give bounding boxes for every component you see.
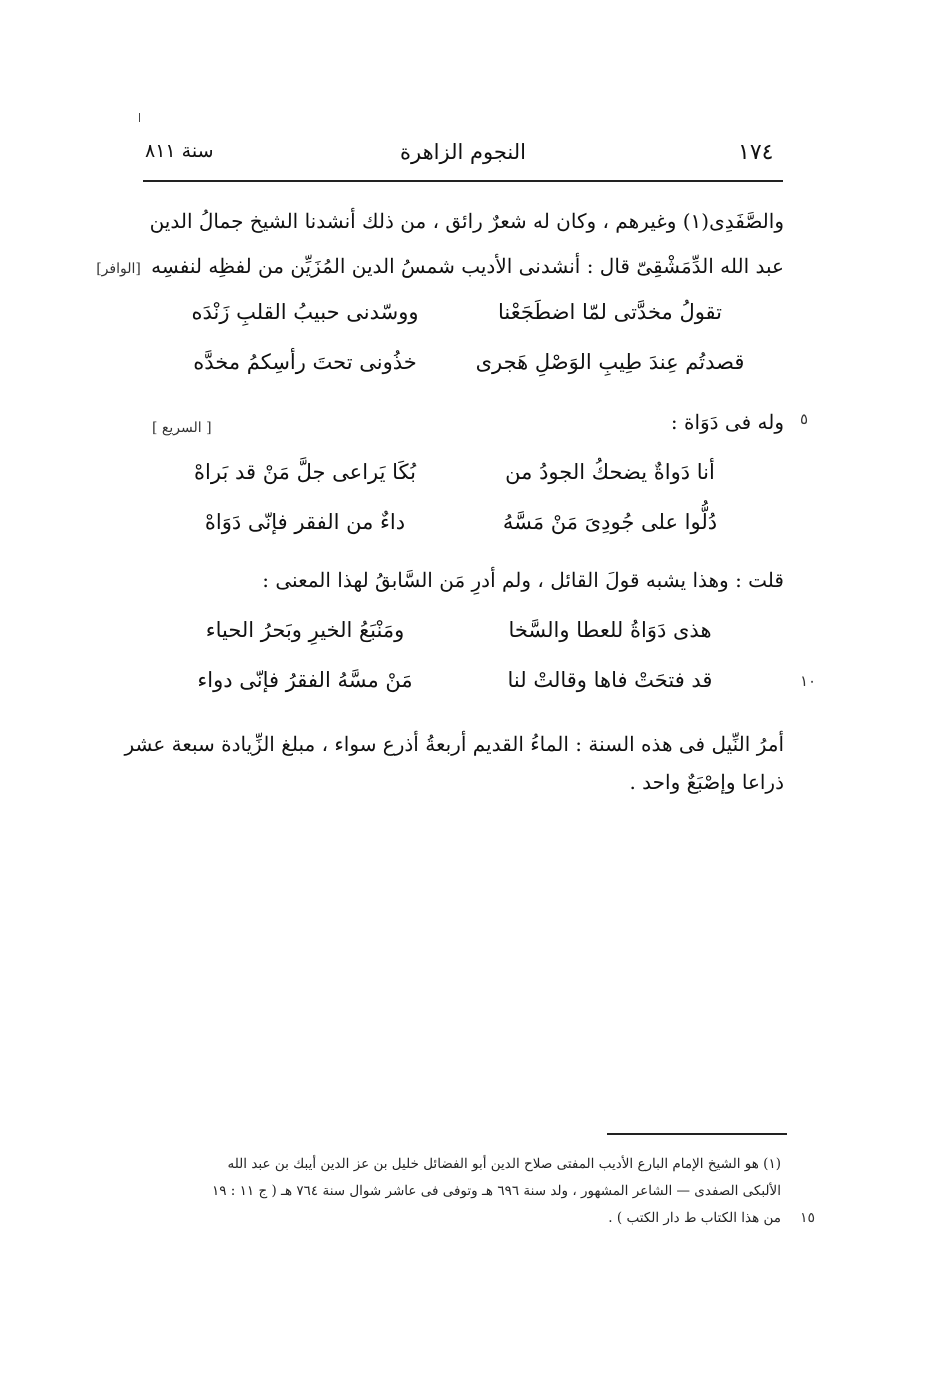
footnote-line-3: من هذا الكتاب ط دار الكتب ) . xyxy=(608,1210,781,1226)
poem2-verse1-left: بُكَا يَراعى جلَّ مَنْ قد بَراهْ xyxy=(194,460,416,484)
footnote-rule xyxy=(607,1133,787,1135)
poem1-verse2-right: قصدتُم عِندَ طِيبِ الوَصْلِ هَجرى xyxy=(475,350,745,374)
line-number-10: ١٠ xyxy=(800,672,817,690)
poem1-verse2-left: خذُونى تحتَ رأسِكمُ مخدَّه xyxy=(193,350,417,374)
poem3-intro: قلت : وهذا يشبه قولَ القائل ، ولم أدرِ مَن السَّابقُ لهذا المعنى : xyxy=(262,568,784,592)
page-number: ١٧٤ xyxy=(738,140,774,165)
line-number-15: ١٥ xyxy=(800,1210,816,1226)
poem2-intro: وله فى دَوَاة : xyxy=(670,410,784,434)
nile-line-1: أمرُ النِّيل فى هذه السنة : الماءُ القديم أربعةُ أذرع سواء ، مبلغ الزِّيادة سبعة عشر xyxy=(124,732,784,756)
meter-label-wafir: [الوافر] xyxy=(96,261,141,277)
intro-line-2 xyxy=(96,247,784,288)
poem2-verse1-right: أنا دَواةٌ يضحكُ الجودُ من xyxy=(505,460,715,484)
nile-line-2: ذراعا وإصْبَعٌ واحد . xyxy=(629,770,784,794)
poem2-verse2-left: داءٌ من الفقر فإنّى دَوَاهْ xyxy=(204,510,406,534)
header-rule xyxy=(143,180,783,182)
poem2-verse2-right: دُلُّوا على جُودِىَ مَنْ مَسَّهُ xyxy=(502,510,718,534)
intro-line-1: والصَّفَدِى(١) وغيرهم ، وكان له شعرٌ رائق ، من ذلك أنشدنا الشيخ جمالُ الدين xyxy=(149,209,784,233)
intro-line-2-text: عبد الله الدِّمَشْقِىّ قال : أنشدنى الأديب شمسُ الدين المُزَيِّن من لفظِه لنفسِه xyxy=(151,254,784,278)
poem3-verse2-left: مَنْ مسَّهُ الفقرُ فإنّى دواء xyxy=(197,668,413,692)
footnote-line-2: الألبكى الصفدى — الشاعر المشهور ، ولد سنة ٦٩٦ هـ وتوفى فى عاشر شوال سنة ٧٦٤ هـ ( ج ١١ : ١٩ xyxy=(212,1183,781,1199)
poem1-verse1-left: ووسّدنى حبيبُ القلبِ زَنْدَه xyxy=(191,300,419,324)
running-title: النجوم الزاهرة xyxy=(400,140,526,164)
footnote-line-1: (١) هو الشيخ الإمام البارع الأديب المفتى صلاح الدين أبو الفضائل خليل بن عز الدين أيبك بن عبد الله xyxy=(227,1156,781,1172)
poem3-verse1-right: هذى دَوَاةُ للعطا والسَّخا xyxy=(508,618,712,642)
poem3-verse2-right: قد فتحَتْ فاها وقالتْ لنا xyxy=(507,668,713,692)
poem1-verse1-right: تقولُ مخدَّتى لمّا اضطَجَعْنا xyxy=(497,300,723,324)
poem3-verse1-left: ومَنْبَعُ الخيرِ وبَحرُ الحياء xyxy=(205,618,405,642)
line-number-5: ٥ xyxy=(800,410,809,428)
meter-label-sari: [ السريع ] xyxy=(152,420,212,436)
running-year: سنة ٨١١ xyxy=(145,140,214,162)
stray-mark xyxy=(139,113,140,122)
